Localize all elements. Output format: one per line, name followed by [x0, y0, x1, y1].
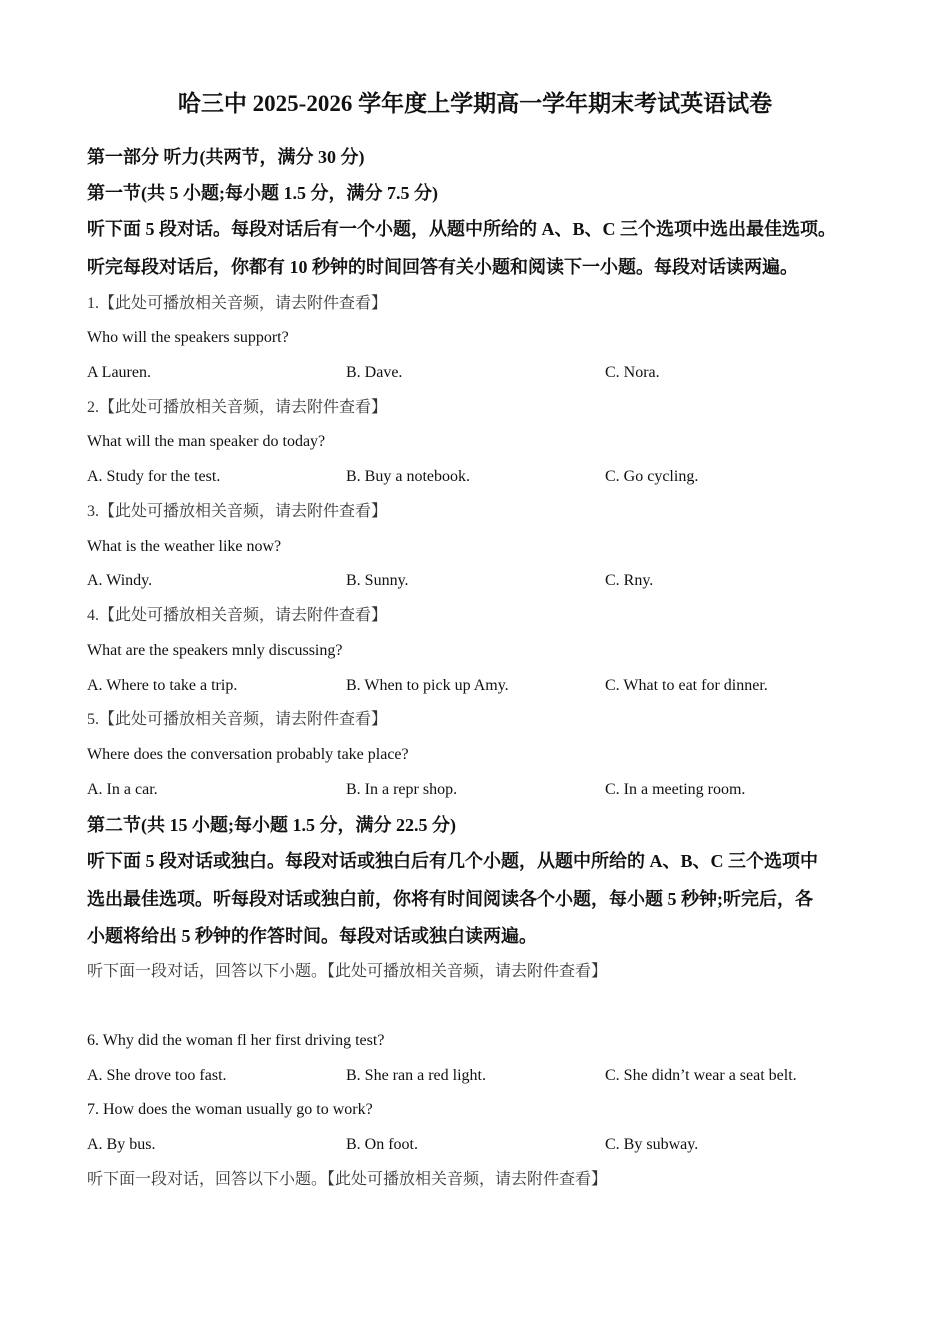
option-b: B. When to pick up Amy. [346, 677, 509, 694]
option-c: C. Go cycling. [605, 468, 699, 485]
section1-heading: 第一节(共 5 小题;每小题 1.5 分，满分 7.5 分) [87, 183, 438, 203]
options-q1 [87, 362, 887, 384]
option-a: A. Study for the test. [87, 468, 221, 485]
audio-link-q1[interactable]: 1.【此处可播放相关音频，请去附件查看】 [87, 295, 388, 312]
option-b: B. On foot. [346, 1136, 418, 1153]
options-q4 [87, 675, 887, 697]
options-q6 [87, 1065, 887, 1087]
question-stem-q5: Where does the conversation probably take place? [87, 746, 409, 763]
option-b: B. Dave. [346, 364, 403, 381]
option-b: B. Sunny. [346, 572, 409, 589]
options-q2 [87, 466, 887, 488]
question-stem-q6: 6. Why did the woman fl her first driving test? [87, 1032, 385, 1049]
option-a: A. In a car. [87, 781, 158, 798]
option-c: C. What to eat for dinner. [605, 677, 768, 694]
section2-heading: 第二节(共 15 小题;每小题 1.5 分，满分 22.5 分) [87, 815, 456, 835]
option-b: B. In a repr shop. [346, 781, 458, 798]
option-c: C. Nora. [605, 364, 660, 381]
audio-link-q4[interactable]: 4.【此处可播放相关音频，请去附件查看】 [87, 607, 388, 624]
question-stem-q7: 7. How does the woman usually go to work? [87, 1101, 373, 1118]
option-c: C. Rny. [605, 572, 654, 589]
exam-title: 哈三中 2025-2026 学年度上学期高一学年期末考试英语试卷 [177, 91, 773, 116]
option-a: A Lauren. [87, 364, 151, 381]
audio-link-group2[interactable]: 听下面一段对话，回答以下小题。【此处可播放相关音频，请去附件查看】 [87, 1171, 608, 1188]
question-stem-q3: What is the weather like now? [87, 538, 282, 555]
options-q5 [87, 779, 887, 801]
option-c: C. She didn’t wear a seat belt. [605, 1067, 797, 1084]
section2-instruction-line-2: 选出最佳选项。听每段对话或独白前，你将有时间阅读各个小题，每小题 5 秒钟;听完后，各 [87, 889, 813, 909]
audio-link-q5[interactable]: 5.【此处可播放相关音频，请去附件查看】 [87, 711, 388, 728]
section2-instruction-line-1: 听下面 5 段对话或独白。每段对话或独白后有几个小题，从题中所给的 A、B、C 三个选项中 [87, 851, 818, 871]
option-a: A. She drove too fast. [87, 1067, 227, 1084]
question-stem-q4: What are the speakers mnly discussing? [87, 642, 343, 659]
audio-link-group1[interactable]: 听下面一段对话，回答以下小题。【此处可播放相关音频，请去附件查看】 [87, 963, 608, 980]
part1-heading: 第一部分 听力(共两节，满分 30 分) [87, 147, 365, 167]
option-a: A. Windy. [87, 572, 153, 589]
option-c: C. In a meeting room. [605, 781, 746, 798]
option-a: A. Where to take a trip. [87, 677, 238, 694]
options-q7 [87, 1134, 887, 1156]
section2-instruction-line-3: 小题将给出 5 秒钟的作答时间。每段对话或独白读两遍。 [87, 926, 537, 946]
question-stem-q1: Who will the speakers support? [87, 329, 289, 346]
option-a: A. By bus. [87, 1136, 156, 1153]
audio-link-q3[interactable]: 3.【此处可播放相关音频，请去附件查看】 [87, 503, 388, 520]
option-b: B. Buy a notebook. [346, 468, 470, 485]
section1-instruction-line-1: 听下面 5 段对话。每段对话后有一个小题，从题中所给的 A、B、C 三个选项中选出最佳选项。 [87, 219, 836, 239]
audio-link-q2[interactable]: 2.【此处可播放相关音频，请去附件查看】 [87, 399, 388, 416]
options-q3 [87, 570, 887, 592]
section1-instruction-line-2: 听完每段对话后，你都有 10 秒钟的时间回答有关小题和阅读下一小题。每段对话读两遍。 [87, 257, 798, 277]
question-stem-q2: What will the man speaker do today? [87, 433, 326, 450]
option-c: C. By subway. [605, 1136, 699, 1153]
option-b: B. She ran a red light. [346, 1067, 486, 1084]
